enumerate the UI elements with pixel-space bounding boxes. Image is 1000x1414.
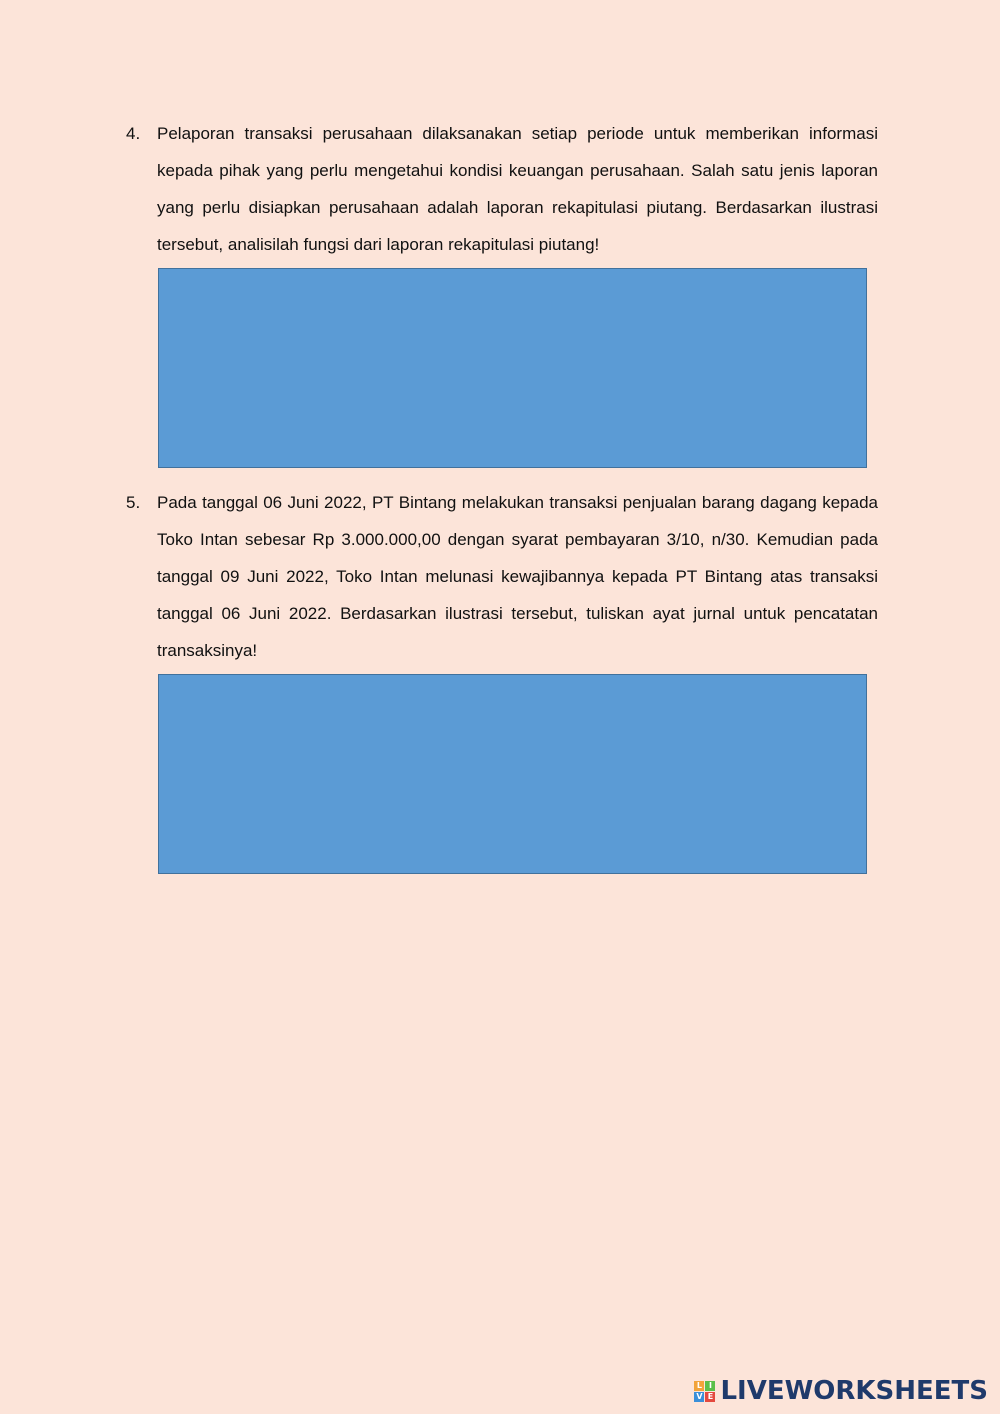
liveworksheets-logo xyxy=(694,1376,988,1406)
live-icon xyxy=(694,1381,715,1402)
answer-box-5[interactable] xyxy=(158,674,867,874)
question-number: 5. xyxy=(126,493,141,512)
live-icon-letter: V xyxy=(696,1391,703,1401)
question-text: Pelaporan transaksi perusahaan dilaksanakan setiap periode untuk memberikan informasi kepada pihak yang perlu mengetahui kondisi keuangan perusahaan. Salah satu jenis laporan yang perlu disiapkan perusahaan adalah laporan rekapitulasi piutang. Berdasarkan ilustrasi tersebut, analisilah fungsi dari laporan rekapitulasi piutang! xyxy=(157,124,878,254)
live-icon-letter: E xyxy=(705,1392,715,1402)
live-icon-letter: I xyxy=(705,1381,715,1391)
question-5 xyxy=(126,484,878,669)
question-number: 4. xyxy=(126,124,141,143)
question-text: Pada tanggal 06 Juni 2022, PT Bintang melakukan transaksi penjualan barang dagang kepada Toko Intan sebesar Rp 3.000.000,00 dengan syarat pembayaran 3/10, n/30. Kemudian pada tanggal 09 Juni 2022, Toko Intan melunasi kewajibannya kepada PT Bintang atas transaksi tanggal 06 Juni 2022. Berdasarkan ilustrasi tersebut, tuliskan ayat jurnal untuk pencatatan transaksinya! xyxy=(157,493,878,660)
live-icon-letter: L xyxy=(694,1381,704,1391)
question-4 xyxy=(126,115,878,263)
logo-text: LIVEWORKSHEETS xyxy=(720,1376,988,1406)
answer-box-4[interactable] xyxy=(158,268,867,468)
